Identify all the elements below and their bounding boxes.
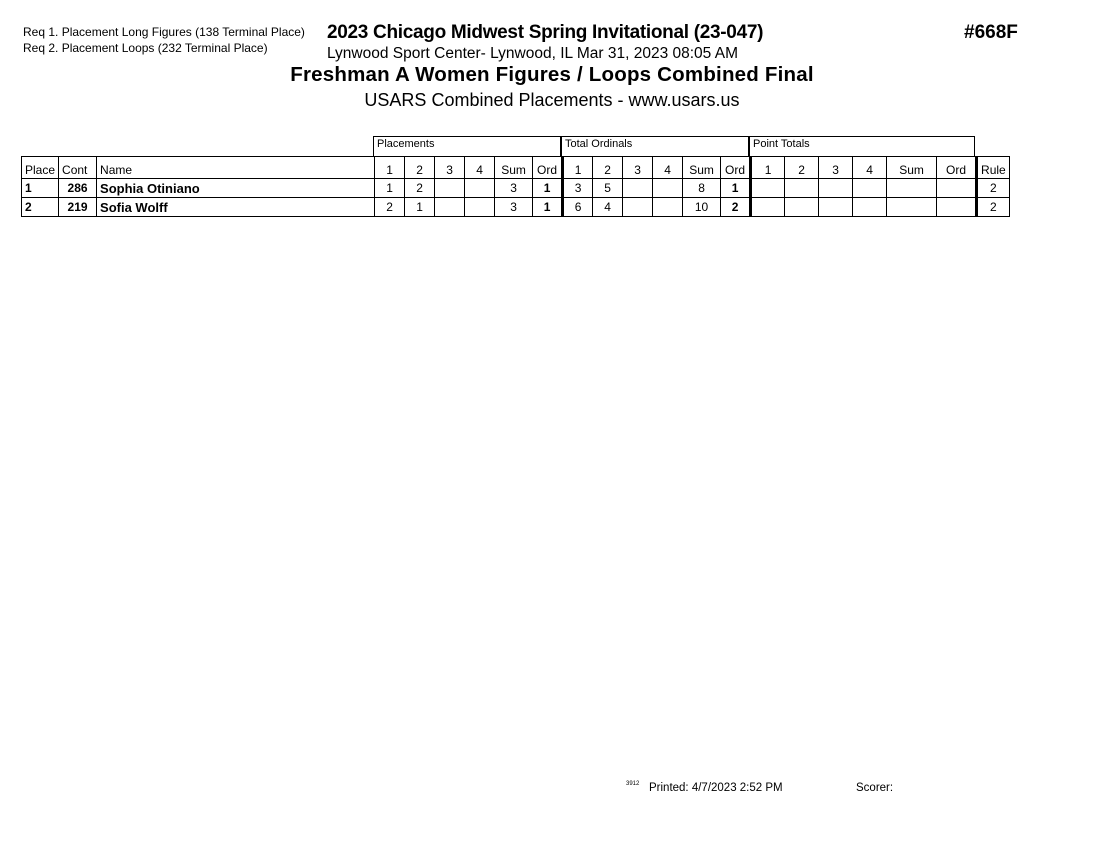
- group-total-ordinals: Total Ordinals: [561, 136, 749, 156]
- col-header-ordinal-1: 1: [563, 157, 593, 179]
- col-header-placement-3: 3: [435, 157, 465, 179]
- points-ord-cell: [937, 179, 977, 198]
- col-header-ordinal-ord: Ord: [721, 157, 751, 179]
- points-cell: [785, 198, 819, 217]
- competition-title: Freshman A Women Figures / Loops Combined Final: [290, 63, 814, 86]
- col-header-placement-1: 1: [375, 157, 405, 179]
- placement-cell: 1: [405, 198, 435, 217]
- header-row: [22, 157, 1010, 179]
- placement-ord-cell: 1: [533, 198, 563, 217]
- col-header-ordinal-4: 4: [653, 157, 683, 179]
- ordinal-cell: 6: [563, 198, 593, 217]
- ordinal-cell: 3: [563, 179, 593, 198]
- col-header-rule: Rule: [977, 157, 1010, 179]
- cont-cell: 219: [59, 198, 97, 217]
- points-cell: [751, 179, 785, 198]
- points-sum-cell: [887, 198, 937, 217]
- col-header-points-2: 2: [785, 157, 819, 179]
- placement-cell: [465, 179, 495, 198]
- skater-name: Sofia Wolff: [97, 198, 375, 217]
- placement-cell: 2: [405, 179, 435, 198]
- results-table: [21, 156, 1010, 217]
- skater-name: Sophia Otiniano: [97, 179, 375, 198]
- points-cell: [819, 198, 853, 217]
- placement-cell: 2: [375, 198, 405, 217]
- rule-cell: 2: [977, 198, 1010, 217]
- col-header-ordinal-sum: Sum: [683, 157, 721, 179]
- points-ord-cell: [937, 198, 977, 217]
- placement-sum-cell: 3: [495, 198, 533, 217]
- place-cell: 1: [22, 179, 59, 198]
- col-header-cont: Cont: [59, 157, 97, 179]
- points-cell: [751, 198, 785, 217]
- group-point-totals: Point Totals: [749, 136, 975, 156]
- ordinal-cell: 4: [593, 198, 623, 217]
- points-cell: [853, 198, 887, 217]
- table-row: [22, 179, 1010, 198]
- ordinal-cell: 5: [593, 179, 623, 198]
- place-cell: 2: [22, 198, 59, 217]
- ordinal-ord-cell: 2: [721, 198, 751, 217]
- event-title: 2023 Chicago Midwest Spring Invitational (23-047): [327, 22, 764, 43]
- placement-cell: [435, 179, 465, 198]
- event-id: #668F: [964, 22, 1018, 43]
- printed-timestamp: Printed: 4/7/2023 2:52 PM: [649, 782, 783, 794]
- ordinal-sum-cell: 8: [683, 179, 721, 198]
- version-number: 3912: [626, 781, 640, 787]
- table-row: [22, 198, 1010, 217]
- col-header-points-ord: Ord: [937, 157, 977, 179]
- points-sum-cell: [887, 179, 937, 198]
- requirement-2: Req 2. Placement Loops (232 Terminal Place): [23, 41, 268, 55]
- venue-date: Lynwood Sport Center- Lynwood, IL Mar 31, 2023 08:05 AM: [327, 45, 738, 62]
- col-header-points-4: 4: [853, 157, 887, 179]
- ordinal-ord-cell: 1: [721, 179, 751, 198]
- scorer-label: Scorer:: [856, 782, 894, 794]
- col-header-placement-2: 2: [405, 157, 435, 179]
- subtitle: USARS Combined Placements - www.usars.us: [364, 90, 740, 110]
- col-header-placement-sum: Sum: [495, 157, 533, 179]
- requirement-1: Req 1. Placement Long Figures (138 Terminal Place): [23, 25, 305, 39]
- group-placements: Placements: [373, 136, 561, 156]
- ordinal-cell: [653, 179, 683, 198]
- placement-cell: [435, 198, 465, 217]
- placement-sum-cell: 3: [495, 179, 533, 198]
- ordinal-cell: [623, 198, 653, 217]
- ordinal-sum-cell: 10: [683, 198, 721, 217]
- cont-cell: 286: [59, 179, 97, 198]
- placement-cell: [465, 198, 495, 217]
- rule-cell: 2: [977, 179, 1010, 198]
- placement-ord-cell: 1: [533, 179, 563, 198]
- col-header-name: Name: [97, 157, 375, 179]
- col-header-placement-4: 4: [465, 157, 495, 179]
- placement-cell: 1: [375, 179, 405, 198]
- col-header-ordinal-2: 2: [593, 157, 623, 179]
- points-cell: [853, 179, 887, 198]
- points-cell: [785, 179, 819, 198]
- col-header-placement-ord: Ord: [533, 157, 563, 179]
- points-cell: [819, 179, 853, 198]
- col-header-place: Place: [22, 157, 59, 179]
- ordinal-cell: [623, 179, 653, 198]
- col-header-points-1: 1: [751, 157, 785, 179]
- ordinal-cell: [653, 198, 683, 217]
- col-header-points-sum: Sum: [887, 157, 937, 179]
- col-header-ordinal-3: 3: [623, 157, 653, 179]
- col-header-points-3: 3: [819, 157, 853, 179]
